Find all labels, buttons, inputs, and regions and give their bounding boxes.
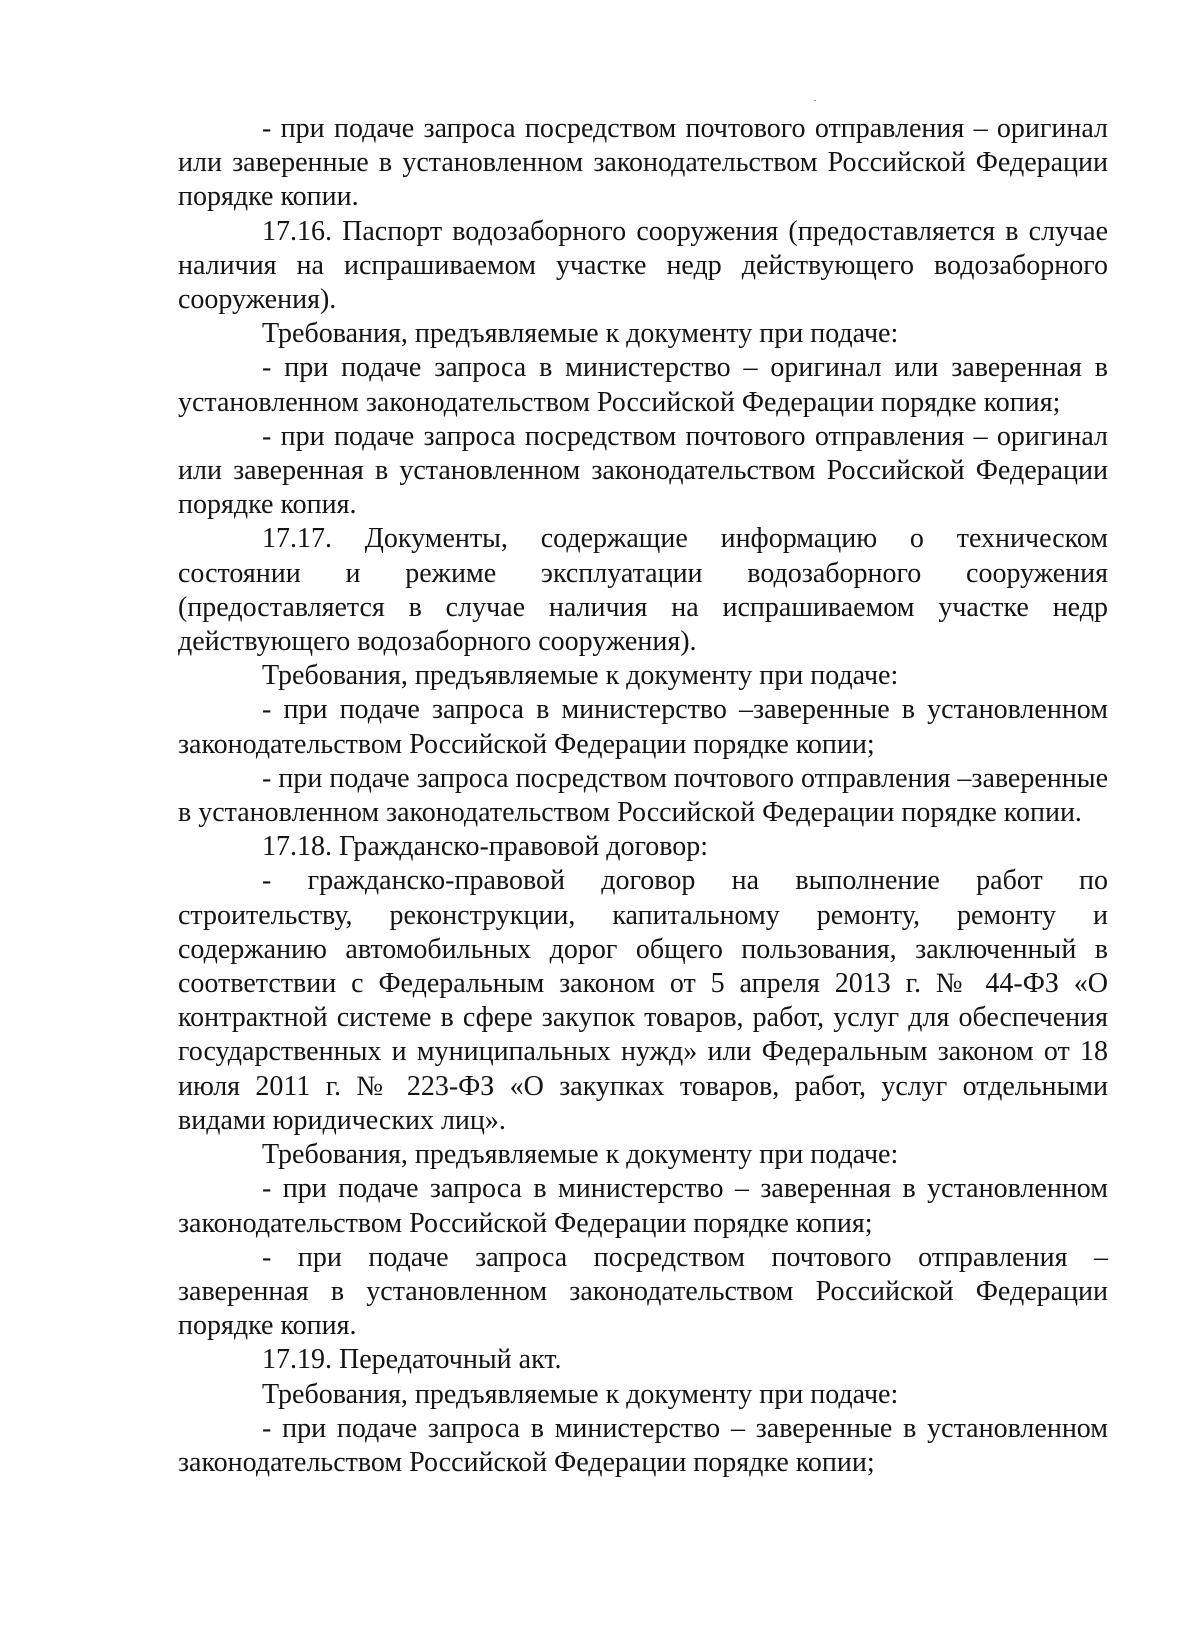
paragraph-ministry-copies: - при подаче запроса в министерство – заверенные в установленном законодательством Российской Федерации порядке копии; (178, 1412, 1108, 1478)
paragraph-postal-copies: - при подаче запроса посредством почтового отправления –заверенные в установленном законодательством Российской Федерации порядке копии. (178, 762, 1108, 829)
paragraph-17-17: 17.17. Документы, содержащие информацию о техническом состоянии и режиме эксплуатации водозаборного сооружения (предоставляется в случае наличия на испрашиваемом участке недр действующего водозаборного сооружения). (178, 523, 1108, 658)
paragraph-requirements: Требования, предъявляемые к документу при подаче: (262, 1378, 899, 1410)
paragraph-17-16: 17.16. Паспорт водозаборного сооружения (предоставляется в случае наличия на испрашиваемом участке недр действующего водозаборного сооружения). (178, 215, 1108, 316)
paragraph-postal-copies: - при подаче запроса посредством почтового отправления – оригинал или заверенные в установленном законодательством Российской Федерации порядке копии. (178, 113, 1108, 213)
paragraph-requirements: Требования, предъявляемые к документу при подаче: (262, 660, 899, 692)
paragraph-17-18: 17.18. Гражданско-правовой договор: (262, 831, 709, 863)
paragraph-ministry-copies: - при подаче запроса в министерство –заверенные в установленном законодательством Российской Федерации порядке копии; (178, 694, 1108, 760)
paragraph-postal-copy: - при подаче запроса посредством почтового отправления – заверенная в установленном законодательством Российской Федерации порядке копия. (178, 1241, 1108, 1342)
paragraph-ministry-copy: - при подаче запроса в министерство – заверенная в установленном законодательством Российской Федерации порядке копия; (178, 1173, 1108, 1239)
paragraph-requirements: Требования, предъявляемые к документу при подаче: (262, 1139, 899, 1171)
paragraph-civil-contract: - гражданско-правовой договор на выполнение работ по строительству, реконструкции, капитальному ремонту, ремонту и содержанию автомобильных дорог общего пользования, заключенный в соответствии с Федеральным законом от 5 апреля 2013 г. № 44-ФЗ «О контрактной системе в сфере закупок товаров, работ, услуг для обеспечения государственных и муниципальных нужд» или Федеральным законом от 18 июля 2011 г. № 223-ФЗ «О закупках товаров, работ, услуг отдельными видами юридических лиц». (178, 865, 1108, 1136)
paragraph-postal-copy: - при подаче запроса посредством почтового отправления – оригинал или заверенная в установленном законодательством Российской Федерации порядке копия. (178, 420, 1108, 521)
paragraph-requirements: Требования, предъявляемые к документу при подаче: (262, 318, 899, 350)
scan-speck (814, 100, 816, 101)
paragraph-ministry-copy: - при подаче запроса в министерство – оригинал или заверенная в установленном законодательством Российской Федерации порядке копия; (178, 352, 1108, 418)
paragraph-17-19: 17.19. Передаточный акт. (262, 1344, 562, 1376)
document-body (178, 112, 1108, 1480)
